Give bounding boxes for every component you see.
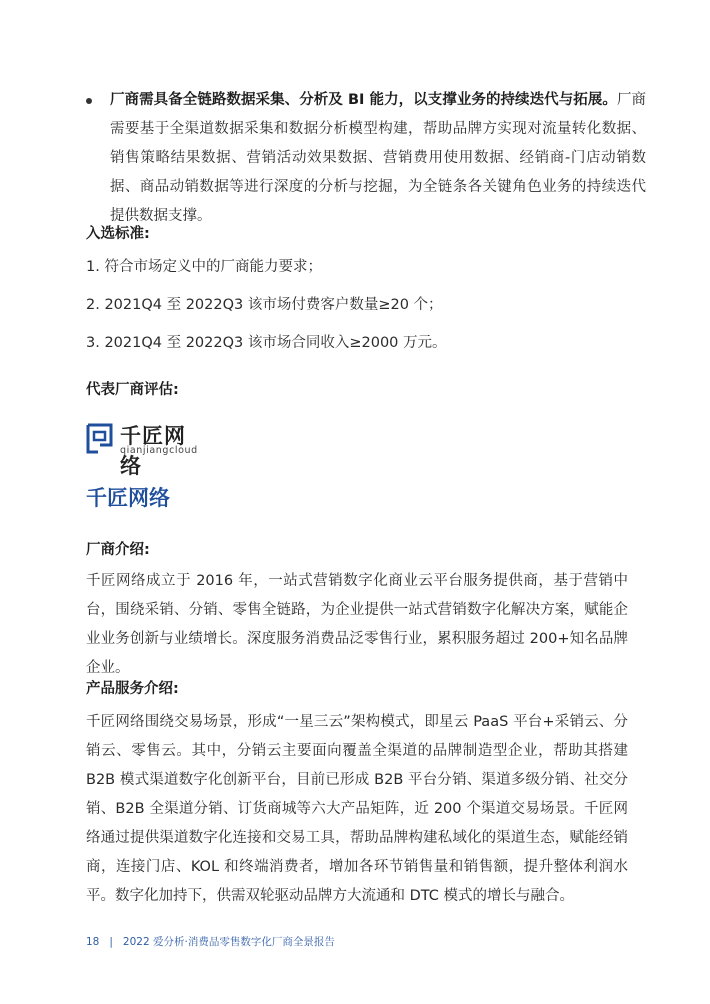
vendor-title: 千匠网络 — [86, 486, 170, 510]
page-footer — [86, 934, 335, 949]
criteria-item-3: 3. 2021Q4 至 2022Q3 该市场合同收入≥2000 万元。 — [86, 335, 447, 351]
bullet-dot — [86, 98, 92, 104]
qianjiang-logo — [86, 418, 206, 478]
intro-paragraph: 千匠网络成立于 2016 年，一站式营销数字化商业云平台服务提供商，基于营销中台，围绕采销、分销、零售全链路，为企业提供一站式营销数字化解决方案，赋能企业业务创新与业绩增长。深度服务消费品泛零售行业，累积服务超过 200+知名品牌企业。 — [86, 573, 628, 676]
vendors-heading: 代表厂商评估: — [86, 382, 179, 398]
criteria-item-1: 1. 符合市场定义中的厂商能力要求； — [86, 259, 322, 275]
report-title: 2022 爱分析·消费品零售数字化厂商全景报告 — [122, 936, 335, 948]
criteria-item-2: 2. 2021Q4 至 2022Q3 该市场付费客户数量≥20 个； — [86, 297, 443, 313]
capability-bullet — [86, 86, 646, 231]
bullet-paragraph — [110, 86, 646, 231]
bullet-body: 厂商需要基于全渠道数据采集和数据分析模型构建，帮助品牌方实现对流量转化数据、销售策略结果数据、营销活动效果数据、营销费用使用数据、经销商-门店动销数据、商品动销数据等进行深度的分析与挖掘，为全链条各关键角色业务的持续迭代提供数据支撑。 — [110, 92, 647, 224]
qianjiang-logo-icon — [86, 422, 114, 456]
intro-heading: 厂商介绍: — [86, 542, 150, 558]
page-number: 18 — [86, 936, 100, 948]
logo-text-cn: 千匠网络 — [120, 424, 186, 478]
product-paragraph: 千匠网络围绕交易场景，形成“一星三云”架构模式，即星云 PaaS 平台+采销云、分销云、零售云。其中，分销云主要面向覆盖全渠道的品牌制造型企业，帮助其搭建 B2B 模式渠道数字化创新平台，目前已形成 B2B 平台分销、渠道多级分销、社交分销、B2B 全渠道分销、订货商城等六大产品矩阵，近 200 个渠道交易场景。千匠网络通过提供渠道数字化连接和交易工具，帮助品牌构建私域化的渠道生态，赋能经销商，连接门店、KOL 和终端消费者，增加各环节销售量和销售额，提升整体利润水平。数字化加持下，供需双轮驱动品牌方大流通和 DTC 模式的增长与融合。 — [86, 714, 628, 904]
bullet-bold-lead: 厂商需具备全链路数据采集、分析及 BI 能力，以支撑业务的持续迭代与拓展。 — [110, 92, 617, 108]
logo-text-en: qianjiangcloud — [120, 445, 198, 456]
criteria-heading: 入选标准: — [86, 226, 150, 242]
product-heading: 产品服务介绍: — [86, 681, 179, 697]
footer-separator: | — [109, 936, 113, 948]
